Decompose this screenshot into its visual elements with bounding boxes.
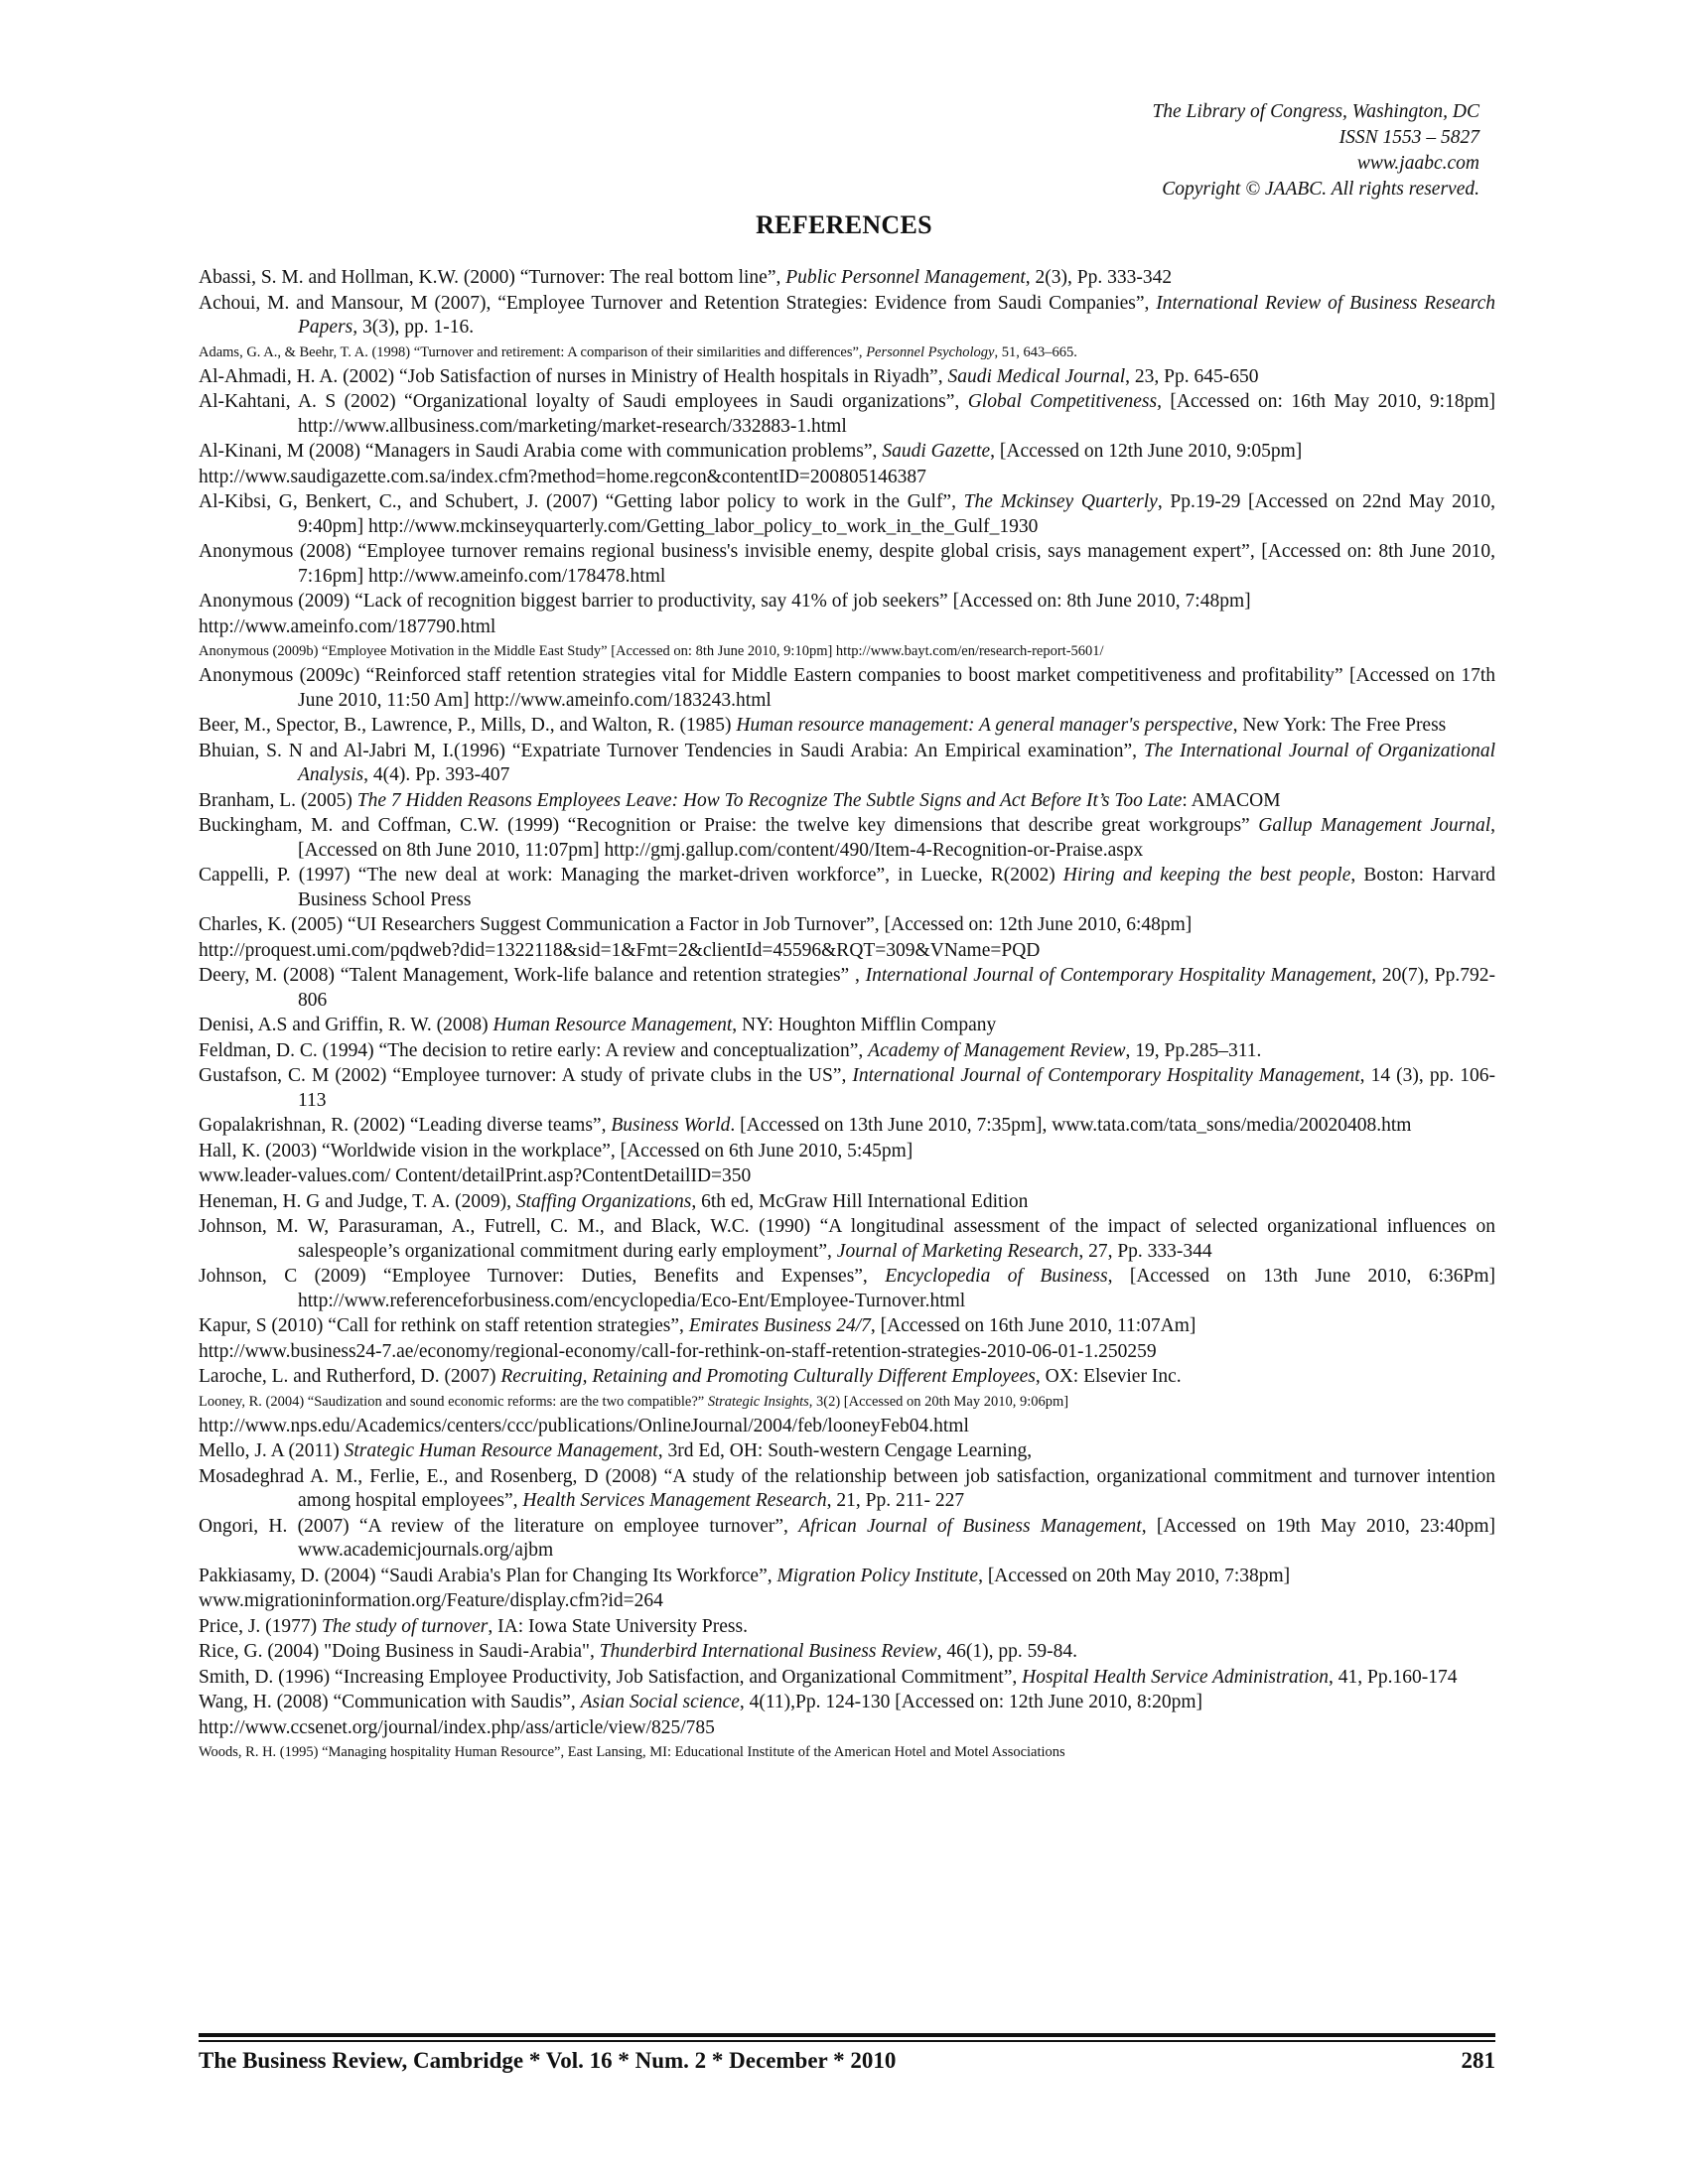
reference-source-title: The International Journal of Organizational Analysis <box>298 740 1495 785</box>
reference-entry <box>199 789 1495 814</box>
reference-details: , New York: The Free Press <box>1232 715 1447 736</box>
reference-entry <box>199 266 1495 291</box>
reference-entry <box>199 664 1495 713</box>
reference-entry <box>199 1666 1495 1691</box>
reference-text: Ongori, H. (2007) “A review of the literature on employee turnover”, <box>199 1515 799 1537</box>
reference-text: Smith, D. (1996) “Increasing Employee Productivity, Job Satisfaction, and Organizational Commitment”, <box>199 1666 1023 1688</box>
reference-text: Mosadeghrad A. M., Ferlie, E., and Rosenberg, D (2008) “A study of the relationship between job satisfaction, organizational commitment and turnover intention among hospital employees”, <box>199 1465 1495 1511</box>
reference-entry <box>199 1741 1495 1764</box>
reference-source-title: Business World <box>611 1115 731 1136</box>
reference-entry <box>199 1114 1495 1139</box>
reference-entry <box>199 740 1495 788</box>
reference-details: , [Accessed on 13th June 2010, 6:36Pm] http://www.referenceforbusiness.com/encyclopedia/Eco-Ent/Employee-Turnover.html <box>298 1266 1495 1311</box>
reference-text: Feldman, D. C. (1994) “The decision to retire early: A review and conceptualization”, <box>199 1039 869 1061</box>
reference-entry <box>199 1190 1495 1215</box>
reference-source-title: Personnel Psychology <box>866 343 995 360</box>
reference-text: Looney, R. (2004) “Saudization and sound economic reforms: are the two compatible?” <box>199 1393 708 1410</box>
reference-source-title: African Journal of Business Management <box>798 1515 1142 1537</box>
reference-entry <box>199 540 1495 589</box>
reference-source-title: Staffing Organizations <box>515 1190 692 1212</box>
reference-text: Branham, L. (2005) <box>199 789 357 811</box>
footer-rule-thin <box>199 2040 1495 2042</box>
reference-source-title: Strategic Human Resource Management <box>344 1440 658 1461</box>
reference-entry <box>199 1265 1495 1313</box>
reference-details: , 4(11),Pp. 124-130 [Accessed on: 12th June 2010, 8:20pm] <box>739 1692 1203 1712</box>
reference-details: , NY: Houghton Mifflin Company <box>732 1015 997 1035</box>
reference-entry <box>199 1439 1495 1464</box>
reference-text: Achoui, M. and Mansour, M (2007), “Employee Turnover and Retention Strategies: Evidence from Saudi Companies”, <box>199 292 1157 314</box>
reference-text: Buckingham, M. and Coffman, C.W. (1999) “Recognition or Praise: the twelve key dimensions that describe great workgroups” <box>199 815 1259 836</box>
reference-source-title: Recruiting, Retaining and Promoting Culturally Different Employees <box>500 1366 1036 1387</box>
reference-details: , 41, Pp.160-174 <box>1329 1666 1458 1688</box>
reference-details: , [Accessed on 20th May 2010, 7:38pm] <box>978 1565 1291 1586</box>
reference-text: Al-Kinani, M (2008) “Managers in Saudi Arabia come with communication problems”, <box>199 441 883 462</box>
reference-source-title: Thunderbird International Business Review <box>599 1641 937 1662</box>
reference-entry <box>199 714 1495 739</box>
reference-text: Hall, K. (2003) “Worldwide vision in the workplace”, [Accessed on 6th June 2010, 5:45pm] <box>199 1140 914 1161</box>
journal-header <box>1152 99 1479 203</box>
reference-text: http://www.nps.edu/Academics/centers/ccc/publications/OnlineJournal/2004/feb/looneyFeb04.html <box>199 1415 969 1436</box>
page-number: 281 <box>1461 2048 1495 2073</box>
reference-details: , [Accessed on 12th June 2010, 9:05pm] <box>990 441 1303 462</box>
reference-details: , OX: Elsevier Inc. <box>1035 1366 1182 1387</box>
reference-source-title: Journal of Marketing Research <box>836 1240 1079 1262</box>
reference-text: Gopalakrishnan, R. (2002) “Leading diverse teams”, <box>199 1115 612 1136</box>
reference-text: Rice, G. (2004) "Doing Business in Saudi-Arabia", <box>199 1641 600 1662</box>
reference-text: Johnson, M. W, Parasuraman, A., Futrell, C. M., and Black, W.C. (1990) “A longitudinal assessment of the impact of selected organizational influences on salespeople’s organizational commitment during early employment”, <box>199 1216 1495 1262</box>
reference-entry <box>199 390 1495 439</box>
header-publisher: The Library of Congress, Washington, DC <box>1152 101 1479 122</box>
reference-source-title: Global Competitiveness, <box>967 391 1162 412</box>
reference-entry <box>199 1314 1495 1339</box>
reference-entry <box>199 1691 1495 1715</box>
reference-text: http://www.ameinfo.com/187790.html <box>199 615 496 637</box>
reference-entry <box>199 640 1495 663</box>
reference-entry <box>199 1640 1495 1665</box>
reference-details: , 4(4). Pp. 393-407 <box>363 764 510 785</box>
reference-entry <box>199 1615 1495 1640</box>
reference-details: , 14 (3), pp. 106-113 <box>298 1065 1496 1111</box>
reference-details: , 3(2) [Accessed on 20th May 2010, 9:06pm] <box>808 1393 1069 1410</box>
reference-source-title: Strategic Insights <box>707 1393 809 1410</box>
reference-text: Al-Kibsi, G, Benkert, C., and Schubert, J. (2007) “Getting labor policy to work in the Gulf”, <box>199 491 964 512</box>
reference-source-title: The study of turnover <box>322 1615 489 1637</box>
reference-details: , [Accessed on 16th June 2010, 11:07Am] <box>870 1315 1196 1336</box>
reference-details: , IA: Iowa State University Press. <box>488 1615 748 1637</box>
reference-entry <box>199 864 1495 912</box>
reference-entry <box>199 1064 1495 1113</box>
reference-entry <box>199 440 1495 465</box>
reference-url <box>199 1589 1495 1614</box>
reference-source-title: Human resource management: A general manager's perspective <box>736 715 1233 736</box>
reference-details: , 51, 643–665. <box>994 343 1077 360</box>
reference-source-title: Academy of Management Review <box>868 1039 1126 1061</box>
reference-details: , 27, Pp. 333-344 <box>1078 1240 1212 1262</box>
reference-source-title: Emirates Business 24/7 <box>688 1315 871 1336</box>
reference-details: , 21, Pp. 211- 227 <box>826 1490 965 1511</box>
reference-entry <box>199 1140 1495 1164</box>
reference-entry <box>199 964 1495 1013</box>
reference-details: , 20(7), Pp.792-806 <box>298 965 1495 1011</box>
reference-text: Cappelli, P. (1997) “The new deal at work: Managing the market-driven workforce”, in Luecke, R(2002) <box>199 865 1063 886</box>
reference-entry <box>199 365 1495 390</box>
reference-source-title: Gallup Management Journal <box>1258 815 1491 836</box>
reference-text: Kapur, S (2010) “Call for rethink on staff retention strategies”, <box>199 1315 689 1336</box>
reference-source-title: Hiring and keeping the best people <box>1062 865 1351 886</box>
reference-details: , 19, Pp.285–311. <box>1125 1039 1262 1061</box>
reference-url <box>199 1164 1495 1189</box>
reference-text: Anonymous (2009) “Lack of recognition biggest barrier to productivity, say 41% of job seekers” [Accessed on: 8th June 2010, 7:48pm] <box>199 591 1251 612</box>
reference-text: Laroche, L. and Rutherford, D. (2007) <box>199 1366 501 1387</box>
reference-text: Anonymous (2008) “Employee turnover remains regional business's invisible enemy, despite global crisis, says management expert”, [Accessed on: 8th June 2010, 7:16pm] http://www.ameinfo.com/178478.html <box>199 541 1495 587</box>
reference-entry <box>199 490 1495 539</box>
reference-source-title: International Review of Business Research Papers, <box>298 292 1495 338</box>
reference-text: Johnson, C (2009) “Employee Turnover: Duties, Benefits and Expenses”, <box>199 1266 886 1287</box>
reference-entry <box>199 1014 1495 1038</box>
reference-details: , [Accessed on 8th June 2010, 11:07pm] http://gmj.gallup.com/content/490/Item-4-Recognition-or-Praise.aspx <box>298 815 1495 861</box>
reference-details: . [Accessed on 13th June 2010, 7:35pm], www.tata.com/tata_sons/media/20020408.htm <box>730 1115 1412 1136</box>
reference-text: www.migrationinformation.org/Feature/display.cfm?id=264 <box>199 1590 663 1611</box>
reference-source-title: Saudi Gazette <box>882 441 991 462</box>
reference-text: Anonymous (2009b) “Employee Motivation in the Middle East Study” [Accessed on: 8th June 2010, 9:10pm] http://www.bayt.com/en/research-report-5601/ <box>199 643 1104 659</box>
footer-rule-thick <box>199 2033 1495 2037</box>
references-list <box>199 266 1495 1765</box>
reference-source-title: Asian Social science <box>580 1692 740 1712</box>
reference-entry <box>199 1391 1495 1414</box>
reference-text: Deery, M. (2008) “Talent Management, Work-life balance and retention strategies” , <box>199 965 866 986</box>
reference-text: Woods, R. H. (1995) “Managing hospitality Human Resource”, East Lansing, MI: Educational Institute of the American Hotel and Motel Associations <box>199 1744 1065 1760</box>
reference-text: Anonymous (2009c) “Reinforced staff retention strategies vital for Middle Eastern companies to boost market competitiveness and profitability” [Accessed on 17th June 2010, 11:50 Am] http://www.ameinfo.com/183243.html <box>199 665 1495 711</box>
reference-url <box>199 1340 1495 1365</box>
reference-entry <box>199 913 1495 938</box>
reference-text: Beer, M., Spector, B., Lawrence, P., Mills, D., and Walton, R. (1985) <box>199 715 737 736</box>
reference-details: , 23, Pp. 645-650 <box>1125 365 1259 387</box>
reference-source-title: Public Personnel Management <box>785 267 1026 288</box>
reference-details: , Boston: Harvard Business School Press <box>298 865 1495 910</box>
reference-entry <box>199 590 1495 614</box>
reference-entry <box>199 1465 1495 1514</box>
reference-details: , 2(3), Pp. 333-342 <box>1025 267 1173 288</box>
reference-source-title: Hospital Health Service Administration <box>1022 1666 1330 1688</box>
reference-url <box>199 1415 1495 1439</box>
reference-details: , 3rd Ed, OH: South-western Cengage Learning, <box>657 1440 1033 1461</box>
reference-text: http://www.ccsenet.org/journal/index.php/ass/article/view/825/785 <box>199 1716 715 1738</box>
header-website: www.jaabc.com <box>1356 153 1479 174</box>
references-title: REFERENCES <box>756 210 932 239</box>
reference-text: Abassi, S. M. and Hollman, K.W. (2000) “Turnover: The real bottom line”, <box>199 267 786 288</box>
reference-details: , Pp.19-29 [Accessed on 22nd May 2010, 9:40pm] http://www.mckinseyquarterly.com/Getting_labor_policy_to_work_in_the_Gulf_1930 <box>298 491 1495 537</box>
reference-entry <box>199 292 1495 341</box>
reference-url <box>199 1716 1495 1741</box>
reference-text: Wang, H. (2008) “Communication with Saudis”, <box>199 1692 581 1712</box>
reference-text: Denisi, A.S and Griffin, R. W. (2008) <box>199 1015 493 1035</box>
reference-source-title: Human Resource Management <box>492 1015 733 1035</box>
reference-text: Price, J. (1977) <box>199 1615 323 1637</box>
reference-details: : AMACOM <box>1182 789 1281 811</box>
reference-text: Mello, J. A (2011) <box>199 1440 345 1461</box>
reference-source-title: International Journal of Contemporary Hospitality Management <box>852 1065 1360 1086</box>
reference-text: Charles, K. (2005) “UI Researchers Suggest Communication a Factor in Job Turnover”, [Accessed on: 12th June 2010, 6:48pm] <box>199 914 1193 935</box>
reference-text: Adams, G. A., & Beehr, T. A. (1998) “Turnover and retirement: A comparison of their similarities and differences”, <box>199 343 867 360</box>
reference-source-title: Migration Policy Institute <box>776 1565 979 1586</box>
reference-url <box>199 615 1495 640</box>
reference-text: Gustafson, C. M (2002) “Employee turnover: A study of private clubs in the US”, <box>199 1065 853 1086</box>
reference-details: , 6th ed, McGraw Hill International Edition <box>691 1190 1029 1212</box>
reference-url <box>199 466 1495 490</box>
reference-entry <box>199 814 1495 863</box>
reference-details: , 46(1), pp. 59-84. <box>936 1641 1078 1662</box>
reference-details: , [Accessed on 19th May 2010, 23:40pm] www.academicjournals.org/ajbm <box>298 1515 1495 1561</box>
reference-entry <box>199 1215 1495 1264</box>
reference-text: http://proquest.umi.com/pqdweb?did=1322118&sid=1&Fmt=2&clientId=45596&RQT=309&VName=PQD <box>199 939 1041 961</box>
reference-entry <box>199 1565 1495 1589</box>
reference-source-title: Encyclopedia of Business <box>885 1266 1108 1287</box>
reference-source-title: The Mckinsey Quarterly <box>963 491 1158 512</box>
reference-source-title: Saudi Medical Journal <box>947 365 1126 387</box>
reference-entry <box>199 341 1495 364</box>
reference-entry <box>199 1515 1495 1564</box>
reference-source-title: Health Services Management Research <box>522 1490 827 1511</box>
header-issn: ISSN 1553 – 5827 <box>1338 127 1479 148</box>
reference-entry <box>199 1039 1495 1064</box>
reference-text: Pakkiasamy, D. (2004) “Saudi Arabia's Plan for Changing Its Workforce”, <box>199 1565 777 1586</box>
reference-text: Al-Ahmadi, H. A. (2002) “Job Satisfaction of nurses in Ministry of Health hospitals in Riyadh”, <box>199 365 948 387</box>
reference-details: [Accessed on: 16th May 2010, 9:18pm] http://www.allbusiness.com/marketing/market-research/332883-1.html <box>298 391 1495 437</box>
reference-source-title: International Journal of Contemporary Hospitality Management <box>865 965 1372 986</box>
reference-text: Al-Kahtani, A. S (2002) “Organizational loyalty of Saudi employees in Saudi organizations”, <box>199 391 968 412</box>
footer-journal-info: The Business Review, Cambridge * Vol. 16 * Num. 2 * December * 2010 <box>199 2048 897 2073</box>
header-copyright: Copyright © JAABC. All rights reserved. <box>1162 179 1479 200</box>
reference-text: http://www.business24-7.ae/economy/regional-economy/call-for-rethink-on-staff-retention-strategies-2010-06-01-1.250259 <box>199 1340 1157 1362</box>
reference-source-title: The 7 Hidden Reasons Employees Leave: How To Recognize The Subtle Signs and Act Before It’s Too Late <box>356 789 1183 811</box>
reference-text: Heneman, H. G and Judge, T. A. (2009), <box>199 1190 516 1212</box>
reference-url <box>199 939 1495 964</box>
reference-text: http://www.saudigazette.com.sa/index.cfm?method=home.regcon&contentID=200805146387 <box>199 466 926 487</box>
reference-details: 3(3), pp. 1-16. <box>357 317 475 338</box>
reference-entry <box>199 1365 1495 1390</box>
reference-text: Bhuian, S. N and Al-Jabri M, I.(1996) “Expatriate Turnover Tendencies in Saudi Arabia: An Empirical examination”, <box>199 740 1144 761</box>
reference-text: www.leader-values.com/ Content/detailPrint.asp?ContentDetailID=350 <box>199 1165 752 1186</box>
